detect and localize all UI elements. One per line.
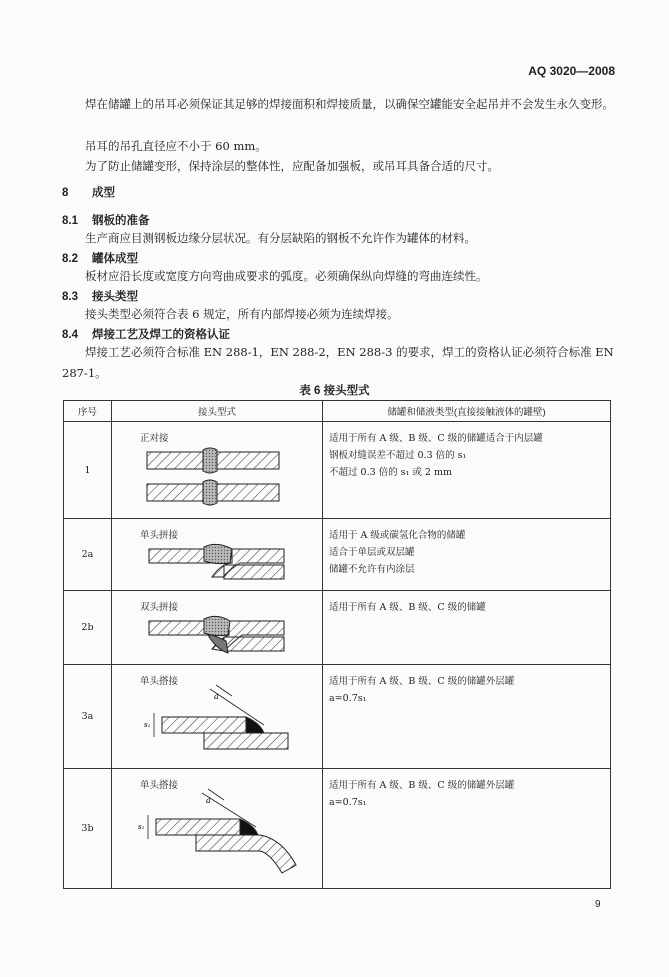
joint-figure-cell [112,422,323,519]
page-number: 9 [595,899,601,910]
header-cell: 接头型式 [112,401,323,422]
intro-paragraph-2: 吊耳的吊孔直径应不小于 60 mm。 [85,139,267,153]
single-joggle-joint-diagram [112,519,322,591]
table-row [64,665,611,769]
dimension-a-label: a [214,692,219,701]
desc-line: 不超过 0.3 倍的 s₁ 或 2 mm [329,467,452,478]
section-number: 8 [62,187,69,199]
joint-type-label: 双头拼接 [140,602,179,613]
desc-line: 适用于所有 A 级、B 级、C 级的储罐 [329,602,486,613]
joint-figure-cell [112,519,323,591]
double-joggle-joint-diagram [112,591,322,665]
table-row [64,519,611,591]
dimension-a-label: a [206,796,211,805]
row-number: 3b [64,769,112,889]
lap-joint-curved-diagram [112,769,322,889]
section-8-2-heading [62,250,138,266]
section-title: 罐体成型 [92,253,138,265]
desc-line: 适合于单层或双层罐 [329,547,415,558]
section-title: 成型 [92,187,115,199]
row-description [323,591,611,665]
desc-line: 适用于 A 级或碳氢化合物的储罐 [329,530,466,541]
section-title: 接头类型 [92,291,138,303]
header-cell: 序号 [64,401,112,422]
row-description [323,769,611,889]
row-number: 2a [64,519,112,591]
row-description [323,519,611,591]
section-8-4-heading [62,326,230,342]
table-row [64,422,611,519]
joint-types-table [63,400,611,889]
table-title: 表 6 接头型式 [299,385,370,397]
joint-figure-cell [112,665,323,769]
dimension-s1-label: s₁ [138,823,145,831]
section-8-1-heading [62,212,150,228]
section-8-2-text: 板材应沿长度或宽度方向弯曲成要求的弧度。必须确保纵向焊缝的弯曲连续性。 [85,269,488,283]
joint-type-label: 单头搭接 [140,676,179,687]
intro-paragraph-1: 焊在储罐上的吊耳必须保证其足够的焊接面积和焊接质量，以确保空罐能安全起吊并不会发生永久变形。 [85,97,614,111]
table-row [64,591,611,665]
section-title: 钢板的准备 [92,215,150,227]
standard-code: AQ 3020—2008 [528,64,615,78]
section-number: 8.3 [62,291,78,303]
butt-joint-diagram [112,422,322,518]
section-8-3-heading [62,288,138,304]
section-number: 8.4 [62,329,78,341]
section-number: 8.1 [62,215,78,227]
desc-line: 适用于所有 A 级、B 级、C 级的储罐外层罐 [329,780,515,791]
row-number: 1 [64,422,112,519]
section-8-3-text: 接头类型必须符合表 6 规定，所有内部焊接必须为连续焊接。 [85,307,399,321]
table-header-row [64,401,611,422]
joint-type-label: 单头搭接 [140,780,179,791]
joint-type-label: 正对接 [140,433,169,444]
joint-type-label: 单头拼接 [140,530,179,541]
section-8-1-text: 生产商应目测钢板边缘分层状况。有分层缺陷的钢板不允许作为罐体的材料。 [85,231,476,245]
joint-figure-cell [112,769,323,889]
section-8-4-text: 焊接工艺必须符合标准 EN 288-1，EN 288-2，EN 288-3 的要求，焊工的资格认证必须符合标准 EN 287-1。 [62,345,614,380]
lap-joint-diagram [112,665,322,769]
header-cell: 储罐和储液类型(直接接触液体的罐壁) [323,401,611,422]
desc-line: 储罐不允许有内涂层 [329,564,415,575]
dimension-s1-label: s₁ [144,721,151,729]
row-description [323,422,611,519]
intro-paragraph-3: 为了防止储罐变形，保持涂层的整体性，应配备加强板，或吊耳具备合适的尺寸。 [85,159,499,173]
desc-line: 钢板对缝误差不超过 0.3 倍的 s₁ [329,450,467,461]
section-title: 焊接工艺及焊工的资格认证 [92,329,230,341]
joint-figure-cell [112,591,323,665]
section-8-heading [62,184,115,200]
row-number: 3a [64,665,112,769]
desc-line: 适用于所有 A 级、B 级、C 级的储罐外层罐 [329,676,515,687]
desc-line: a=0.7s₁ [329,797,367,808]
section-number: 8.2 [62,253,78,265]
desc-line: a=0.7s₁ [329,693,367,704]
row-number: 2b [64,591,112,665]
table-row [64,769,611,889]
row-description [323,665,611,769]
desc-line: 适用于所有 A 级、B 级、C 级的储罐适合于内层罐 [329,433,543,444]
